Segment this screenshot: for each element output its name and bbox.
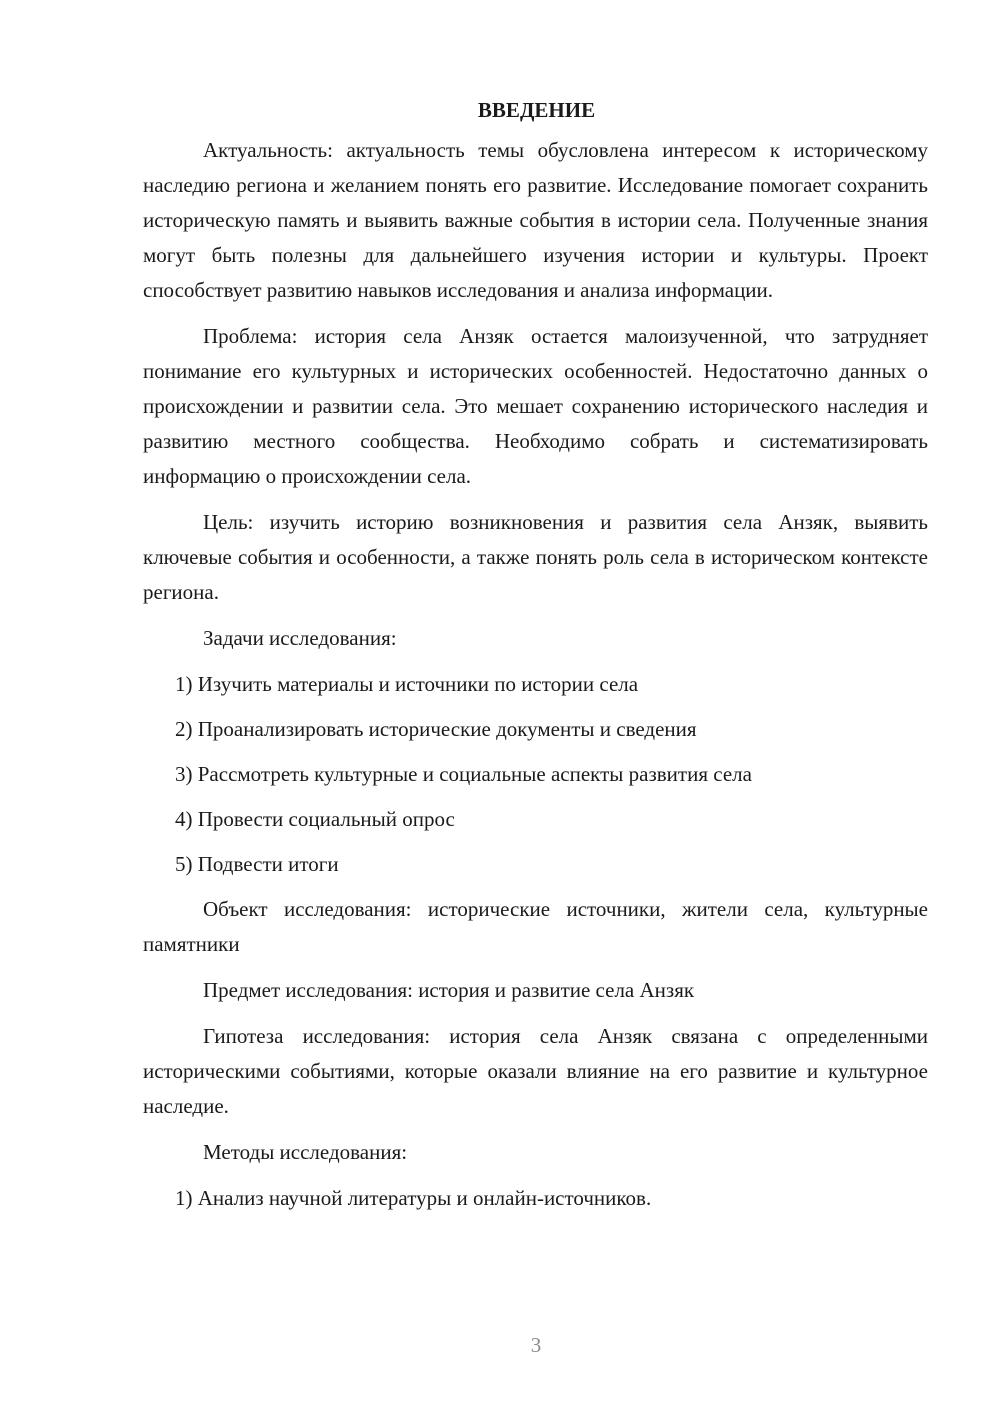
list-item: 3) Рассмотреть культурные и социальные аспекты развития села xyxy=(175,762,752,786)
list-item: 1) Изучить материалы и источники по истории села xyxy=(175,672,639,696)
relevance-paragraph: Актуальность: актуальность темы обусловлена интересом к историческому наследию региона и желанием понять его развитие. Исследование помогает сохранить историческую память и выявить важные события в истории села. Полученные знания могут быть полезны для дальнейшего изучения истории и культуры. Проект способствует развитию навыков исследования и анализа информации. xyxy=(143,138,928,302)
page-number: 3 xyxy=(530,1333,542,1357)
goal-paragraph: Цель: изучить историю возникновения и развития села Анзяк, выявить ключевые события и особенности, а также понять роль села в историческом контексте региона. xyxy=(143,510,928,604)
tasks-heading: Задачи исследования: xyxy=(203,626,397,650)
list-item: 4) Провести социальный опрос xyxy=(175,807,455,831)
methods-list xyxy=(143,1181,928,1216)
list-item: 1) Анализ научной литературы и онлайн-источников. xyxy=(175,1186,652,1210)
object-paragraph: Объект исследования: исторические источники, жители села, культурные памятники xyxy=(143,897,928,956)
list-item: 5) Подвести итоги xyxy=(175,852,339,876)
page-title: ВВЕДЕНИЕ xyxy=(477,98,596,122)
list-item: 2) Проанализировать исторические документы и сведения xyxy=(175,717,697,741)
problem-paragraph: Проблема: история села Анзяк остается малоизученной, что затрудняет понимание его культурных и исторических особенностей. Недостаточно данных о происхождении и развитии села. Это мешает сохранению исторического наследия и развитию местного сообщества. Необходимо собрать и систематизировать информацию о происхождении села. xyxy=(143,324,928,488)
tasks-list xyxy=(143,667,928,882)
methods-heading: Методы исследования: xyxy=(203,1140,408,1164)
hypothesis-paragraph: Гипотеза исследования: история села Анзяк связана с определенными историческими событиями, которые оказали влияние на его развитие и культурное наследие. xyxy=(143,1024,928,1118)
document-page xyxy=(143,96,928,1226)
subject-paragraph: Предмет исследования: история и развитие села Анзяк xyxy=(203,978,695,1002)
